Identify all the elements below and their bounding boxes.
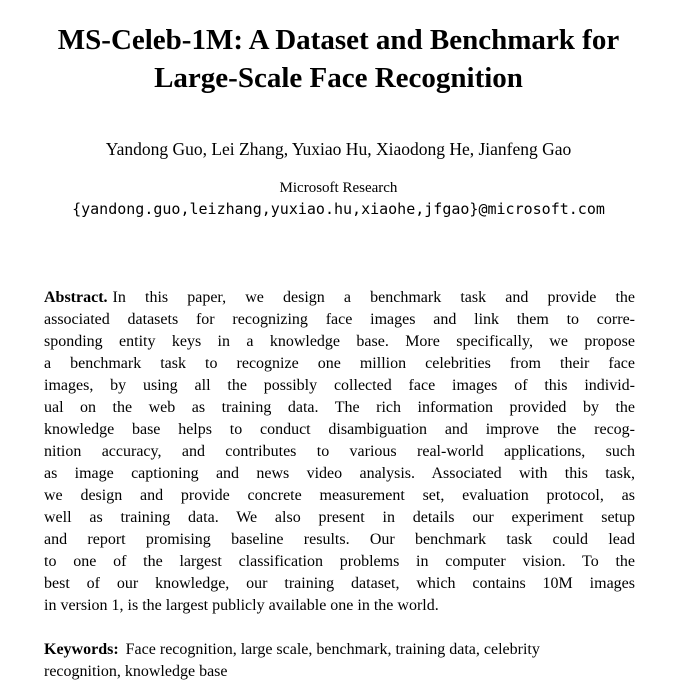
- authors-line: Yandong Guo, Lei Zhang, Yuxiao Hu, Xiaodong He, Jianfeng Gao: [105, 139, 572, 159]
- affiliation: Microsoft Research: [279, 180, 398, 196]
- keywords-second-line: recognition, knowledge base: [44, 663, 228, 680]
- abstract-line: knowledge base helps to conduct disambiguation and improve the recog-: [44, 421, 635, 438]
- keywords-first-line-text: Face recognition, large scale, benchmark, training data, celebrity: [125, 641, 540, 658]
- abstract-line: sponding entity keys in a knowledge base. More specifically, we propose: [44, 333, 635, 350]
- keywords-label: Keywords:: [44, 641, 119, 658]
- abstract-line: associated datasets for recognizing face images and link them to corre-: [44, 311, 635, 328]
- keywords-section: [44, 639, 644, 683]
- paper-title: [0, 21, 677, 97]
- abstract-first-line: [44, 287, 635, 309]
- abstract-line: nition accuracy, and contributes to various real-world applications, such: [44, 443, 635, 460]
- abstract-line: in version 1, is the largest publicly available one in the world.: [44, 597, 439, 614]
- abstract-line: images, by using all the possibly collected face images of this individ-: [44, 377, 635, 394]
- abstract-line: a benchmark task to recognize one million celebrities from their face: [44, 355, 635, 372]
- abstract-lines: [44, 309, 635, 617]
- keywords-first-line: [44, 639, 644, 661]
- email-line: {yandong.guo,leizhang,yuxiao.hu,xiaohe,jfgao}@microsoft.com: [72, 200, 605, 218]
- abstract-line: best of our knowledge, our training dataset, which contains 10M images: [44, 575, 635, 592]
- abstract-line: and report promising baseline results. Our benchmark task could lead: [44, 531, 635, 548]
- abstract-line: ual on the web as training data. The rich information provided by the: [44, 399, 635, 416]
- abstract-line: well as training data. We also present in details our experiment setup: [44, 509, 635, 526]
- abstract-first-line-text: In this paper, we design a benchmark task and provide the: [112, 289, 635, 306]
- abstract-section: [44, 287, 635, 617]
- abstract-line: to one of the largest classification problems in computer vision. To the: [44, 553, 635, 570]
- paper-title-line1: MS-Celeb-1M: A Dataset and Benchmark for: [57, 24, 620, 56]
- abstract-line: we design and provide concrete measurement set, evaluation protocol, as: [44, 487, 635, 504]
- paper-title-line2: Large-Scale Face Recognition: [154, 62, 523, 94]
- abstract-line: as image captioning and news video analysis. Associated with this task,: [44, 465, 635, 482]
- abstract-label: Abstract.: [44, 289, 108, 306]
